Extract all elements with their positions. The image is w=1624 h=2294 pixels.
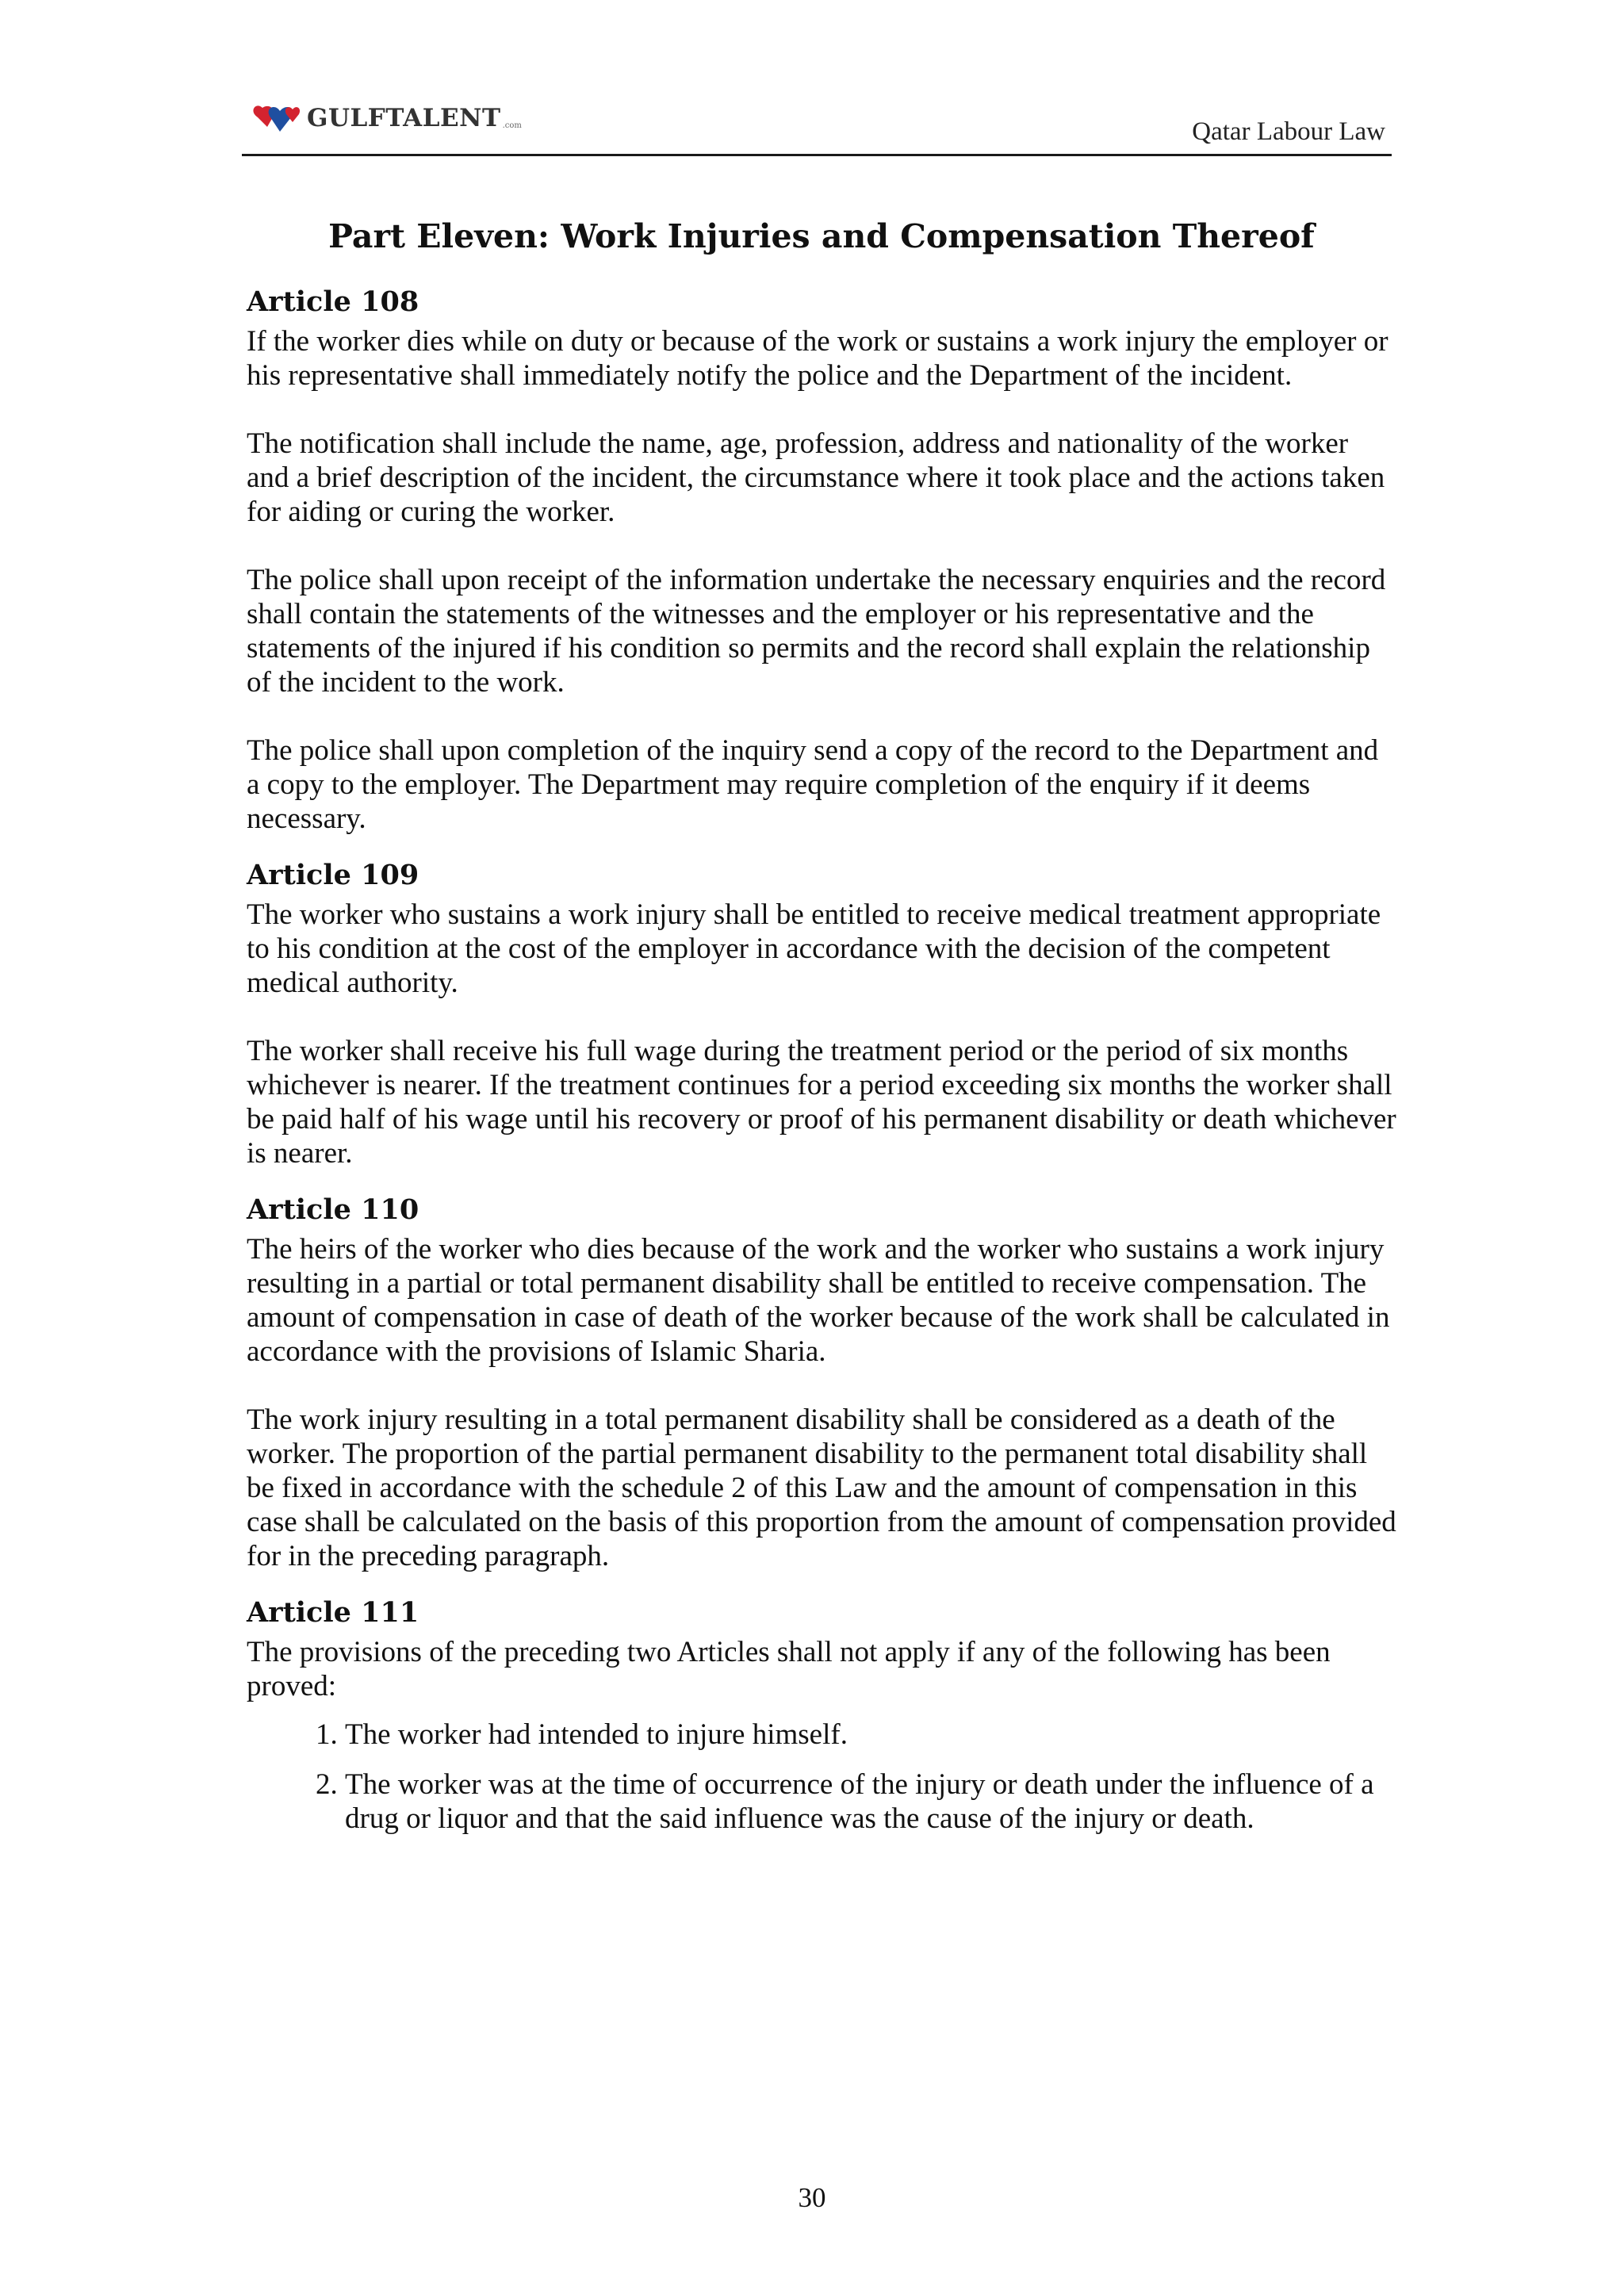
list-item: 1. The worker had intended to injure himself. <box>345 1718 1396 1752</box>
paragraph: The police shall upon completion of the inquiry send a copy of the record to the Department and a copy to the employer. The Department may require completion of the enquiry if it deems necessary. <box>247 734 1379 835</box>
paragraph: The worker shall receive his full wage during the treatment period or the period of six months whichever is nearer. If the treatment continues for a period exceeding six months the worker shall be paid half of his wage until his recovery or proof of his permanent disability or death whichever is nearer. <box>247 1035 1396 1170</box>
paragraph: The provisions of the preceding two Articles shall not apply if any of the following has been proved: <box>247 1636 1331 1702</box>
paragraph: The worker who sustains a work injury shall be entitled to receive medical treatment appropriate to his condition at the cost of the employer in accordance with the decision of the competent medical authority. <box>247 898 1381 999</box>
paragraph: The notification shall include the name, age, profession, address and nationality of the worker and a brief description of the incident, the circumstance where it took place and the actions taken for aiding or curing the worker. <box>247 427 1385 528</box>
logo-wordmark: GULFTALENT <box>307 104 501 132</box>
exception-list <box>247 1718 1396 1836</box>
article-heading: Article 110 <box>247 1193 419 1226</box>
part-title: Part Eleven: Work Injuries and Compensation Thereof <box>328 217 1315 255</box>
article-heading: Article 111 <box>247 1596 419 1629</box>
article-109 <box>247 858 1396 1170</box>
paragraph: The police shall upon receipt of the information undertake the necessary enquiries and the record shall contain the statements of the witnesses and the employer or his representative and the statements of the injured if his condition so permits and the record shall explain the relationship of the incident to the work. <box>247 564 1386 699</box>
page-number: 30 <box>798 2182 826 2213</box>
paragraph: The work injury resulting in a total permanent disability shall be considered as a death of the worker. The proportion of the partial permanent disability to the permanent total disability shall be fixed in accordance with the schedule 2 of this Law and the amount of compensation in this case shall be calculated on the basis of this proportion from the amount of compensation provided for in the preceding paragraph. <box>247 1404 1396 1572</box>
gulftalent-logo <box>251 98 522 138</box>
article-111 <box>247 1595 1396 1836</box>
logo-suffix: .com <box>502 121 522 130</box>
article-heading: Article 108 <box>247 285 419 318</box>
page-content <box>247 214 1396 1852</box>
paragraph: If the worker dies while on duty or because of the work or sustains a work injury the employer or his representative shall immediately notify the police and the Department of the incident. <box>247 325 1388 392</box>
page-header <box>242 94 1392 156</box>
list-item: 2. The worker was at the time of occurrence of the injury or death under the influence of a drug or liquor and that the said influence was the cause of the injury or death. <box>345 1767 1396 1836</box>
article-110 <box>247 1193 1396 1573</box>
paragraph: The heirs of the worker who dies because of the work and the worker who sustains a work injury resulting in a partial or total permanent disability shall be entitled to receive compensation. The amount of compensation in case of death of the worker because of the work shall be calculated in accordance with the provisions of Islamic Sharia. <box>247 1233 1390 1368</box>
hearts-logo-icon <box>251 100 304 136</box>
article-108 <box>247 285 1396 836</box>
article-heading: Article 109 <box>247 859 419 891</box>
document-label: Qatar Labour Law <box>1192 117 1385 146</box>
